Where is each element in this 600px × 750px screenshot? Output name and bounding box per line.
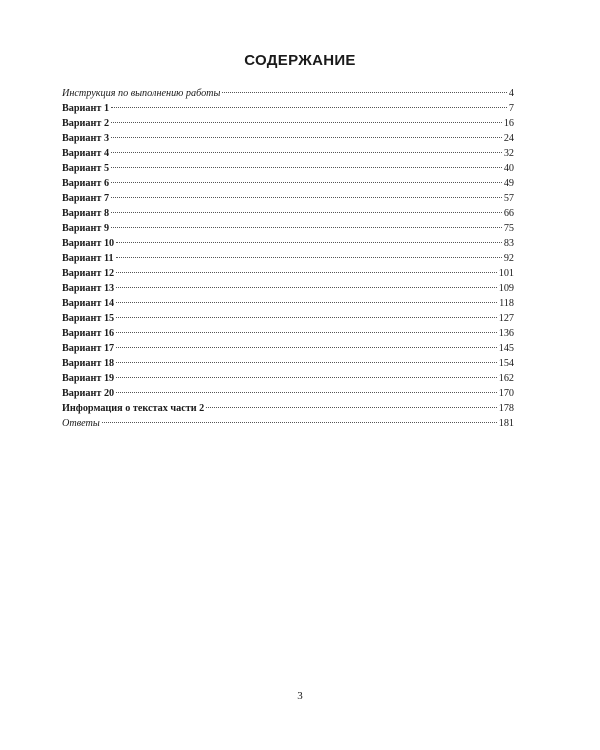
- toc-entry: [62, 161, 514, 176]
- toc-entry: [62, 206, 514, 221]
- toc-entry-page: 170: [498, 388, 514, 399]
- toc-entry-page: 49: [503, 178, 514, 189]
- toc-leader-dots: [111, 137, 502, 138]
- toc-entry: [62, 131, 514, 146]
- toc-leader-dots: [222, 92, 506, 93]
- toc-entry-page: 92: [503, 253, 514, 264]
- toc-entry-label: Вариант 5: [62, 163, 110, 174]
- toc-leader-dots: [111, 122, 502, 123]
- toc-entry-page: 83: [503, 238, 514, 249]
- toc-entry: [62, 86, 514, 101]
- toc-leader-dots: [116, 332, 497, 333]
- toc-entry: [62, 116, 514, 131]
- toc-entry-page: 24: [503, 133, 514, 144]
- toc-entry-label: Вариант 20: [62, 388, 115, 399]
- toc-entry-label: Вариант 3: [62, 133, 110, 144]
- toc-entry-page: 57: [503, 193, 514, 204]
- toc-leader-dots: [116, 392, 497, 393]
- toc-entry-page: 75: [503, 223, 514, 234]
- toc-leader-dots: [111, 152, 502, 153]
- toc-entry: [62, 356, 514, 371]
- toc-entry-page: 154: [498, 358, 514, 369]
- toc-entry-label: Вариант 13: [62, 283, 115, 294]
- toc-entry-page: 127: [498, 313, 514, 324]
- toc-entry-label: Вариант 7: [62, 193, 110, 204]
- toc-leader-dots: [116, 287, 497, 288]
- toc-entry-label: Информация о текстах части 2: [62, 403, 205, 414]
- toc-entry: [62, 386, 514, 401]
- toc-entry-page: 66: [503, 208, 514, 219]
- toc-entry: [62, 296, 514, 311]
- toc-entry-label: Вариант 12: [62, 268, 115, 279]
- toc-entry-page: 118: [499, 298, 514, 309]
- toc-entry: [62, 341, 514, 356]
- toc-entry: [62, 281, 514, 296]
- toc-entry: [62, 221, 514, 236]
- toc-leader-dots: [111, 167, 502, 168]
- toc-leader-dots: [111, 182, 502, 183]
- toc-leader-dots: [206, 407, 496, 408]
- toc-leader-dots: [116, 257, 502, 258]
- toc-entry-label: Вариант 4: [62, 148, 110, 159]
- toc-leader-dots: [116, 362, 497, 363]
- toc-entry-label: Вариант 19: [62, 373, 115, 384]
- toc-entry-page: 4: [508, 88, 514, 99]
- toc-entry: [62, 176, 514, 191]
- toc-entry: [62, 236, 514, 251]
- toc-leader-dots: [116, 272, 497, 273]
- toc-leader-dots: [111, 107, 507, 108]
- toc-entry-page: 101: [498, 268, 514, 279]
- toc-leader-dots: [116, 242, 502, 243]
- toc-leader-dots: [116, 347, 497, 348]
- toc-entry: [62, 401, 514, 416]
- toc-entry-page: 162: [498, 373, 514, 384]
- toc-leader-dots: [111, 227, 502, 228]
- toc-entry-label: Вариант 1: [62, 103, 110, 114]
- table-of-contents: [62, 86, 514, 431]
- toc-entry-page: 16: [503, 118, 514, 129]
- toc-entry-label: Вариант 8: [62, 208, 110, 219]
- toc-entry: [62, 326, 514, 341]
- toc-entry-page: 145: [498, 343, 514, 354]
- toc-leader-dots: [111, 212, 502, 213]
- toc-entry: [62, 371, 514, 386]
- toc-entry-page: 109: [498, 283, 514, 294]
- toc-entry-label: Вариант 15: [62, 313, 115, 324]
- page-title: СОДЕРЖАНИЕ: [244, 52, 356, 69]
- toc-leader-dots: [116, 377, 497, 378]
- toc-entry-label: Вариант 10: [62, 238, 115, 249]
- toc-entry: [62, 191, 514, 206]
- page-number: 3: [297, 690, 303, 702]
- toc-entry-label: Вариант 17: [62, 343, 115, 354]
- toc-entry-label: Вариант 11: [62, 253, 114, 264]
- toc-entry-label: Инструкция по выполнению работы: [62, 88, 221, 99]
- toc-leader-dots: [102, 422, 497, 423]
- toc-entry-page: 40: [503, 163, 514, 174]
- toc-entry-label: Вариант 16: [62, 328, 115, 339]
- toc-entry: [62, 311, 514, 326]
- toc-entry-label: Ответы: [62, 418, 100, 429]
- toc-entry: [62, 266, 514, 281]
- toc-entry-page: 32: [503, 148, 514, 159]
- toc-entry-label: Вариант 18: [62, 358, 115, 369]
- toc-leader-dots: [111, 197, 502, 198]
- toc-entry-page: 7: [508, 103, 514, 114]
- toc-leader-dots: [116, 317, 497, 318]
- toc-entry-page: 136: [498, 328, 514, 339]
- toc-leader-dots: [116, 302, 497, 303]
- toc-entry-label: Вариант 9: [62, 223, 110, 234]
- toc-entry-label: Вариант 2: [62, 118, 110, 129]
- toc-entry-label: Вариант 14: [62, 298, 115, 309]
- toc-entry: [62, 101, 514, 116]
- toc-entry: [62, 251, 514, 266]
- toc-entry-page: 181: [498, 418, 514, 429]
- toc-entry-label: Вариант 6: [62, 178, 110, 189]
- toc-entry: [62, 416, 514, 431]
- toc-entry: [62, 146, 514, 161]
- toc-entry-page: 178: [498, 403, 514, 414]
